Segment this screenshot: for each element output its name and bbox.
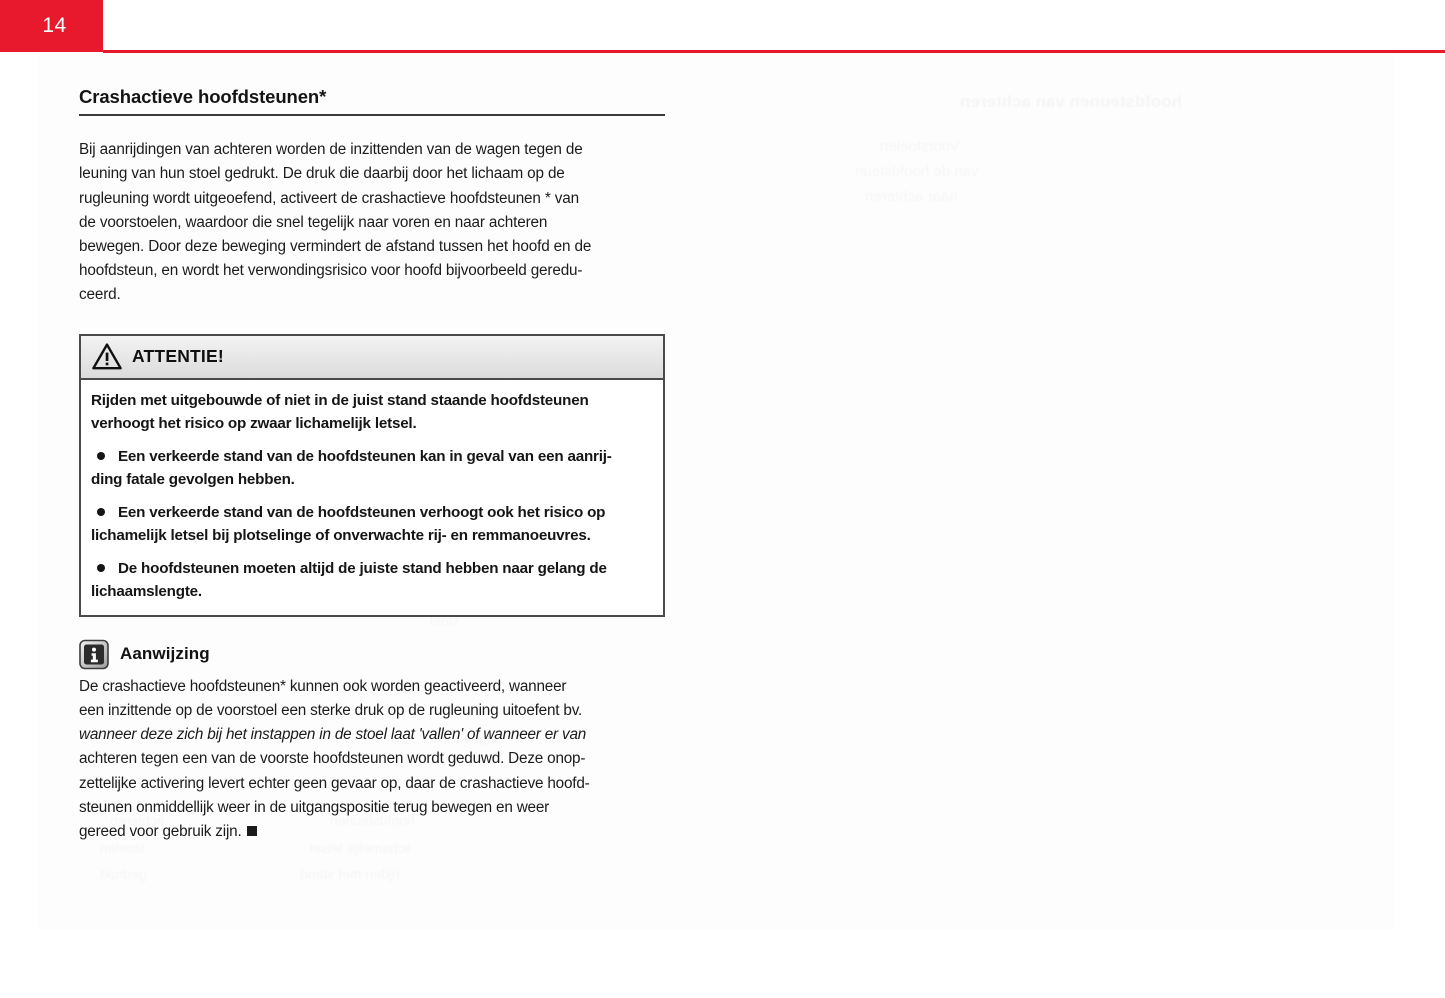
page-number-block xyxy=(0,0,103,52)
text-line: bewegen. Door deze beweging vermindert de afstand tussen het hoofd en de xyxy=(79,238,592,256)
text-line-with-bullet xyxy=(91,557,653,581)
note-paragraph xyxy=(79,675,665,844)
text-line: leuning van hun stoel gedrukt. De druk die daarbij door het lichaam op de xyxy=(79,165,565,183)
text-line: ceerd. xyxy=(79,286,121,304)
text-line: Een verkeerde stand van de hoofdsteunen verhoogt ook het risico op xyxy=(118,503,606,521)
warning-lead-text xyxy=(91,389,653,436)
text-line: een inzittende op de voorstoel een sterke druk op de rugleuning uitoefent bv. xyxy=(79,701,583,719)
page-header-band xyxy=(0,0,1445,54)
text-line: de voorstoelen, waardoor die snel tegelijk naar voren en naar achteren xyxy=(79,213,548,231)
text-line: Bij aanrijdingen van achteren worden de inzittenden van de wagen tegen de xyxy=(79,141,583,159)
text-line-italic: wanneer deze zich bij het instappen in de stoel laat 'vallen' of wanneer er van xyxy=(79,726,587,744)
warning-box xyxy=(79,334,665,617)
text-line: hoofdsteun, en wordt het verwondingsrisico voor hoofd bijvoorbeeld geredu- xyxy=(79,262,583,280)
heading-underline xyxy=(79,114,665,116)
text-line: De hoofdsteunen moeten altijd de juiste stand hebben naar gelang de xyxy=(118,559,607,577)
text-line-with-bullet xyxy=(91,501,653,525)
warning-title: ATTENTIE! xyxy=(132,346,224,367)
bullet-icon xyxy=(97,564,105,572)
warning-box-body xyxy=(81,380,663,615)
text-line: lichaamslengte. xyxy=(91,583,202,601)
intro-paragraph xyxy=(79,138,665,307)
text-line-final xyxy=(79,820,665,844)
note-title: Aanwijzing xyxy=(120,644,210,664)
warning-bullet-item xyxy=(91,557,653,604)
text-line: De crashactieve hoofdsteunen* kunnen ook worden geactiveerd, wanneer xyxy=(79,677,567,695)
square-end-marker-icon xyxy=(247,826,257,836)
text-line: gereed voor gebruik zijn. xyxy=(79,822,242,840)
note-header xyxy=(79,639,665,670)
text-line: ding fatale gevolgen hebben. xyxy=(91,471,295,489)
content-column xyxy=(79,86,667,844)
text-line: lichamelijk letsel bij plotselinge of onverwachte rij- en remmanoeuvres. xyxy=(91,527,591,545)
bullet-icon xyxy=(97,508,105,516)
bullet-icon xyxy=(97,452,105,460)
warning-triangle-icon xyxy=(92,343,122,370)
note-block xyxy=(79,639,665,844)
page-number: 14 xyxy=(42,14,67,37)
text-line: zettelijke activering levert echter geen gevaar op, daar de crashactieve hoofd- xyxy=(79,774,590,792)
text-line-with-bullet xyxy=(91,445,653,469)
text-line: rugleuning wordt uitgeoefend, activeert de crashactieve hoofdsteunen * van xyxy=(79,189,579,207)
text-line: verhoogt het risico op zwaar lichamelijk letsel. xyxy=(91,415,417,433)
warning-bullet-item xyxy=(91,445,653,492)
warning-box-header xyxy=(81,336,663,380)
text-line: Rijden met uitgebouwde of niet in de juist stand staande hoofdsteunen xyxy=(91,391,589,409)
warning-bullet-item xyxy=(91,501,653,548)
section-heading: Crashactieve hoofdsteunen* xyxy=(79,86,327,107)
header-rule xyxy=(103,50,1445,53)
text-line: achteren tegen een van de voorste hoofdsteunen wordt geduwd. Deze onop- xyxy=(79,750,586,768)
text-line: Een verkeerde stand van de hoofdsteunen kan in geval van een aanrij- xyxy=(118,447,612,465)
info-icon xyxy=(79,639,109,670)
text-line: steunen onmiddellijk weer in de uitgangspositie terug bewegen en weer xyxy=(79,798,550,816)
